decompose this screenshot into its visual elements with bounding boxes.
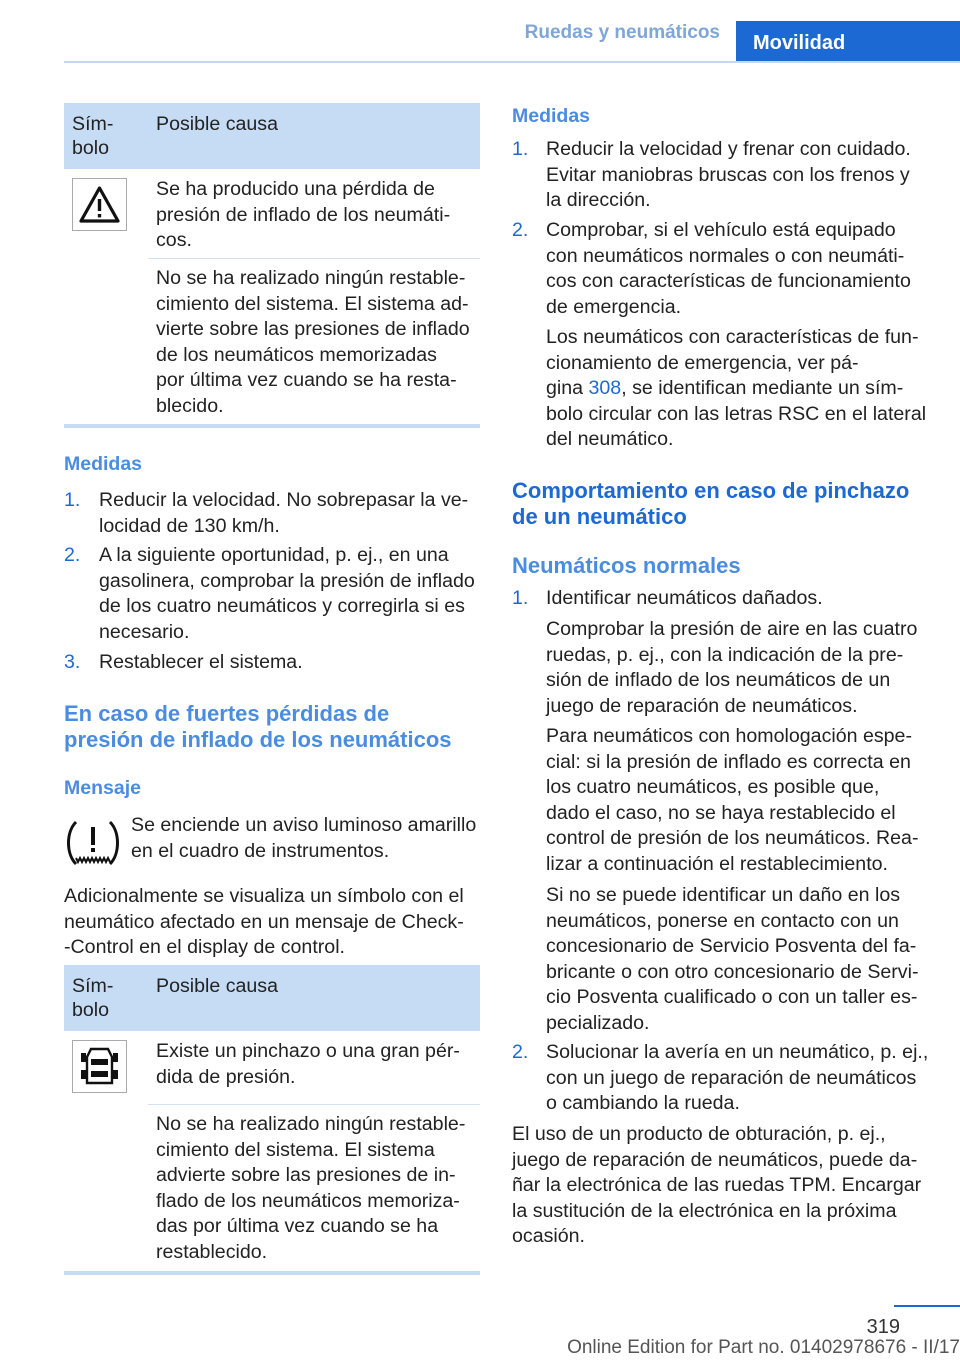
table2-col-cause: Posible causa: [156, 975, 278, 997]
measures1-num-2: 2.: [64, 544, 81, 566]
table2-bottom-rule: [64, 1271, 480, 1275]
puncture-item-1-p1: Comprobar la presión de aire en las cuatro ruedas, p. ej., con la indicación de la pre- sión de inflado de los neumáticos de un juego de reparación de neumáticos.: [546, 618, 918, 717]
puncture-item-1: Identificar neumáticos dañados.: [546, 587, 823, 609]
table2-row-2: No se ha realizado ningún restable- cimiento del sistema. El sistema advierte sobre las presiones de in- flado de los neumáticos memoriza- das por última vez cuando se ha restablecido.: [156, 1113, 466, 1263]
table1-row-divider: [148, 258, 480, 259]
note-text-a: Los neumáticos con características de fun- cionamiento de emergencia, ver pá- gina: [546, 326, 919, 400]
puncture-closing: El uso de un producto de obturación, p. ej., juego de reparación de neumáticos, puede da- ñar la electrónica de las ruedas TPM. Encargar la sustitución de la electrónica en la próxima ocasión.: [512, 1123, 922, 1248]
measures2-num-1: 1.: [512, 138, 529, 160]
measures1-item-2: A la siguiente oportunidad, p. ej., en una gasolinera, comprobar la presión de inflado de los cuatro neumáticos y corregirla si es necesario.: [99, 544, 475, 643]
measures1-item-3: Restablecer el sistema.: [99, 651, 303, 673]
page-link-308[interactable]: 308: [588, 377, 622, 400]
message-extra: Adicionalmente se visualiza un símbolo con el neumático afectado en un mensaje de Check- -Control en el display de control.: [64, 885, 464, 959]
note-text-b: , se identifican mediante un sím- bolo circular con las letras RSC en el lateral del neumático.: [546, 377, 927, 451]
normal-tires-heading: Neumáticos normales: [512, 553, 741, 578]
warning-triangle-icon: [72, 178, 127, 231]
table1-bottom-rule: [64, 424, 480, 428]
table2-row-1: Existe un pinchazo o una gran pér- dida de presión.: [156, 1040, 460, 1088]
measures2-item-2-note: [546, 325, 946, 453]
table1-col-symbol: Sím- bolo: [72, 113, 114, 159]
measures2-item-1: Reducir la velocidad y frenar con cuidado. Evitar maniobras bruscas con los frenos y la dirección.: [546, 138, 911, 212]
table1-row-1: Se ha producido una pérdida de presión de inflado de los neumáti- cos.: [156, 178, 451, 252]
measures2-title: Medidas: [512, 105, 591, 127]
puncture-item-1-p2: Para neumáticos con homologación espe- cial: si la presión de inflado es correcta en los cuatro neumáticos, es posible que, dado el caso, no se haya restablecido el control de presión de los neumáticos. Rea- lizar a continuación el restablecimiento.: [546, 725, 919, 875]
tire-pressure-warning-icon: [64, 816, 122, 872]
puncture-num-2: 2.: [512, 1041, 529, 1063]
measures2-num-2: 2.: [512, 219, 529, 241]
strong-loss-heading: En caso de fuertes pérdidas de presión de inflado de los neumáticos: [64, 701, 452, 752]
page-number: 319: [866, 1316, 900, 1338]
table1-row-2: No se ha realizado ningún restable- cimiento del sistema. El sistema ad- vierte sobre las presiones de inflado de los neumáticos memorizadas por última vez cuando se ha resta- blecido.: [156, 267, 470, 417]
car-tire-damage-icon: [72, 1040, 127, 1093]
puncture-num-1: 1.: [512, 587, 529, 609]
measures1-item-1: Reducir la velocidad. No sobrepasar la ve- locidad de 130 km/h.: [99, 489, 469, 537]
measures2-item-2: Comprobar, si el vehículo está equipado con neumáticos normales o con neumáti- cos con características de funcionamiento de emergencia.: [546, 219, 911, 318]
puncture-item-1-p3: Si no se puede identificar un daño en los neumáticos, ponerse en contacto con un concesionario de Servicio Posventa del fa- bricante o con otro concesionario de Servi- cio Posventa cualificado o con un taller es- pecializado.: [546, 884, 919, 1034]
edition-note: Online Edition for Part no. 01402978676 - II/17: [567, 1337, 960, 1358]
message-title: Mensaje: [64, 777, 141, 799]
header-section-title: Ruedas y neumáticos: [524, 22, 720, 43]
table2-col-symbol: Sím- bolo: [72, 975, 114, 1021]
footer-rule: [894, 1305, 960, 1307]
header-rule: [64, 61, 960, 63]
header-chapter-tab[interactable]: Movilidad: [736, 21, 960, 62]
table2-row-divider: [148, 1104, 480, 1105]
measures1-num-3: 3.: [64, 651, 81, 673]
puncture-heading: Comportamiento en caso de pinchazo de un neumático: [512, 478, 910, 529]
measures1-num-1: 1.: [64, 489, 81, 511]
table1-col-cause: Posible causa: [156, 113, 278, 135]
message-text: Se enciende un aviso luminoso amarillo en el cuadro de instrumentos.: [131, 814, 477, 862]
measures1-title: Medidas: [64, 453, 143, 475]
puncture-item-2: Solucionar la avería en un neumático, p. ej., con un juego de reparación de neumáticos o cambiando la rueda.: [546, 1041, 929, 1115]
